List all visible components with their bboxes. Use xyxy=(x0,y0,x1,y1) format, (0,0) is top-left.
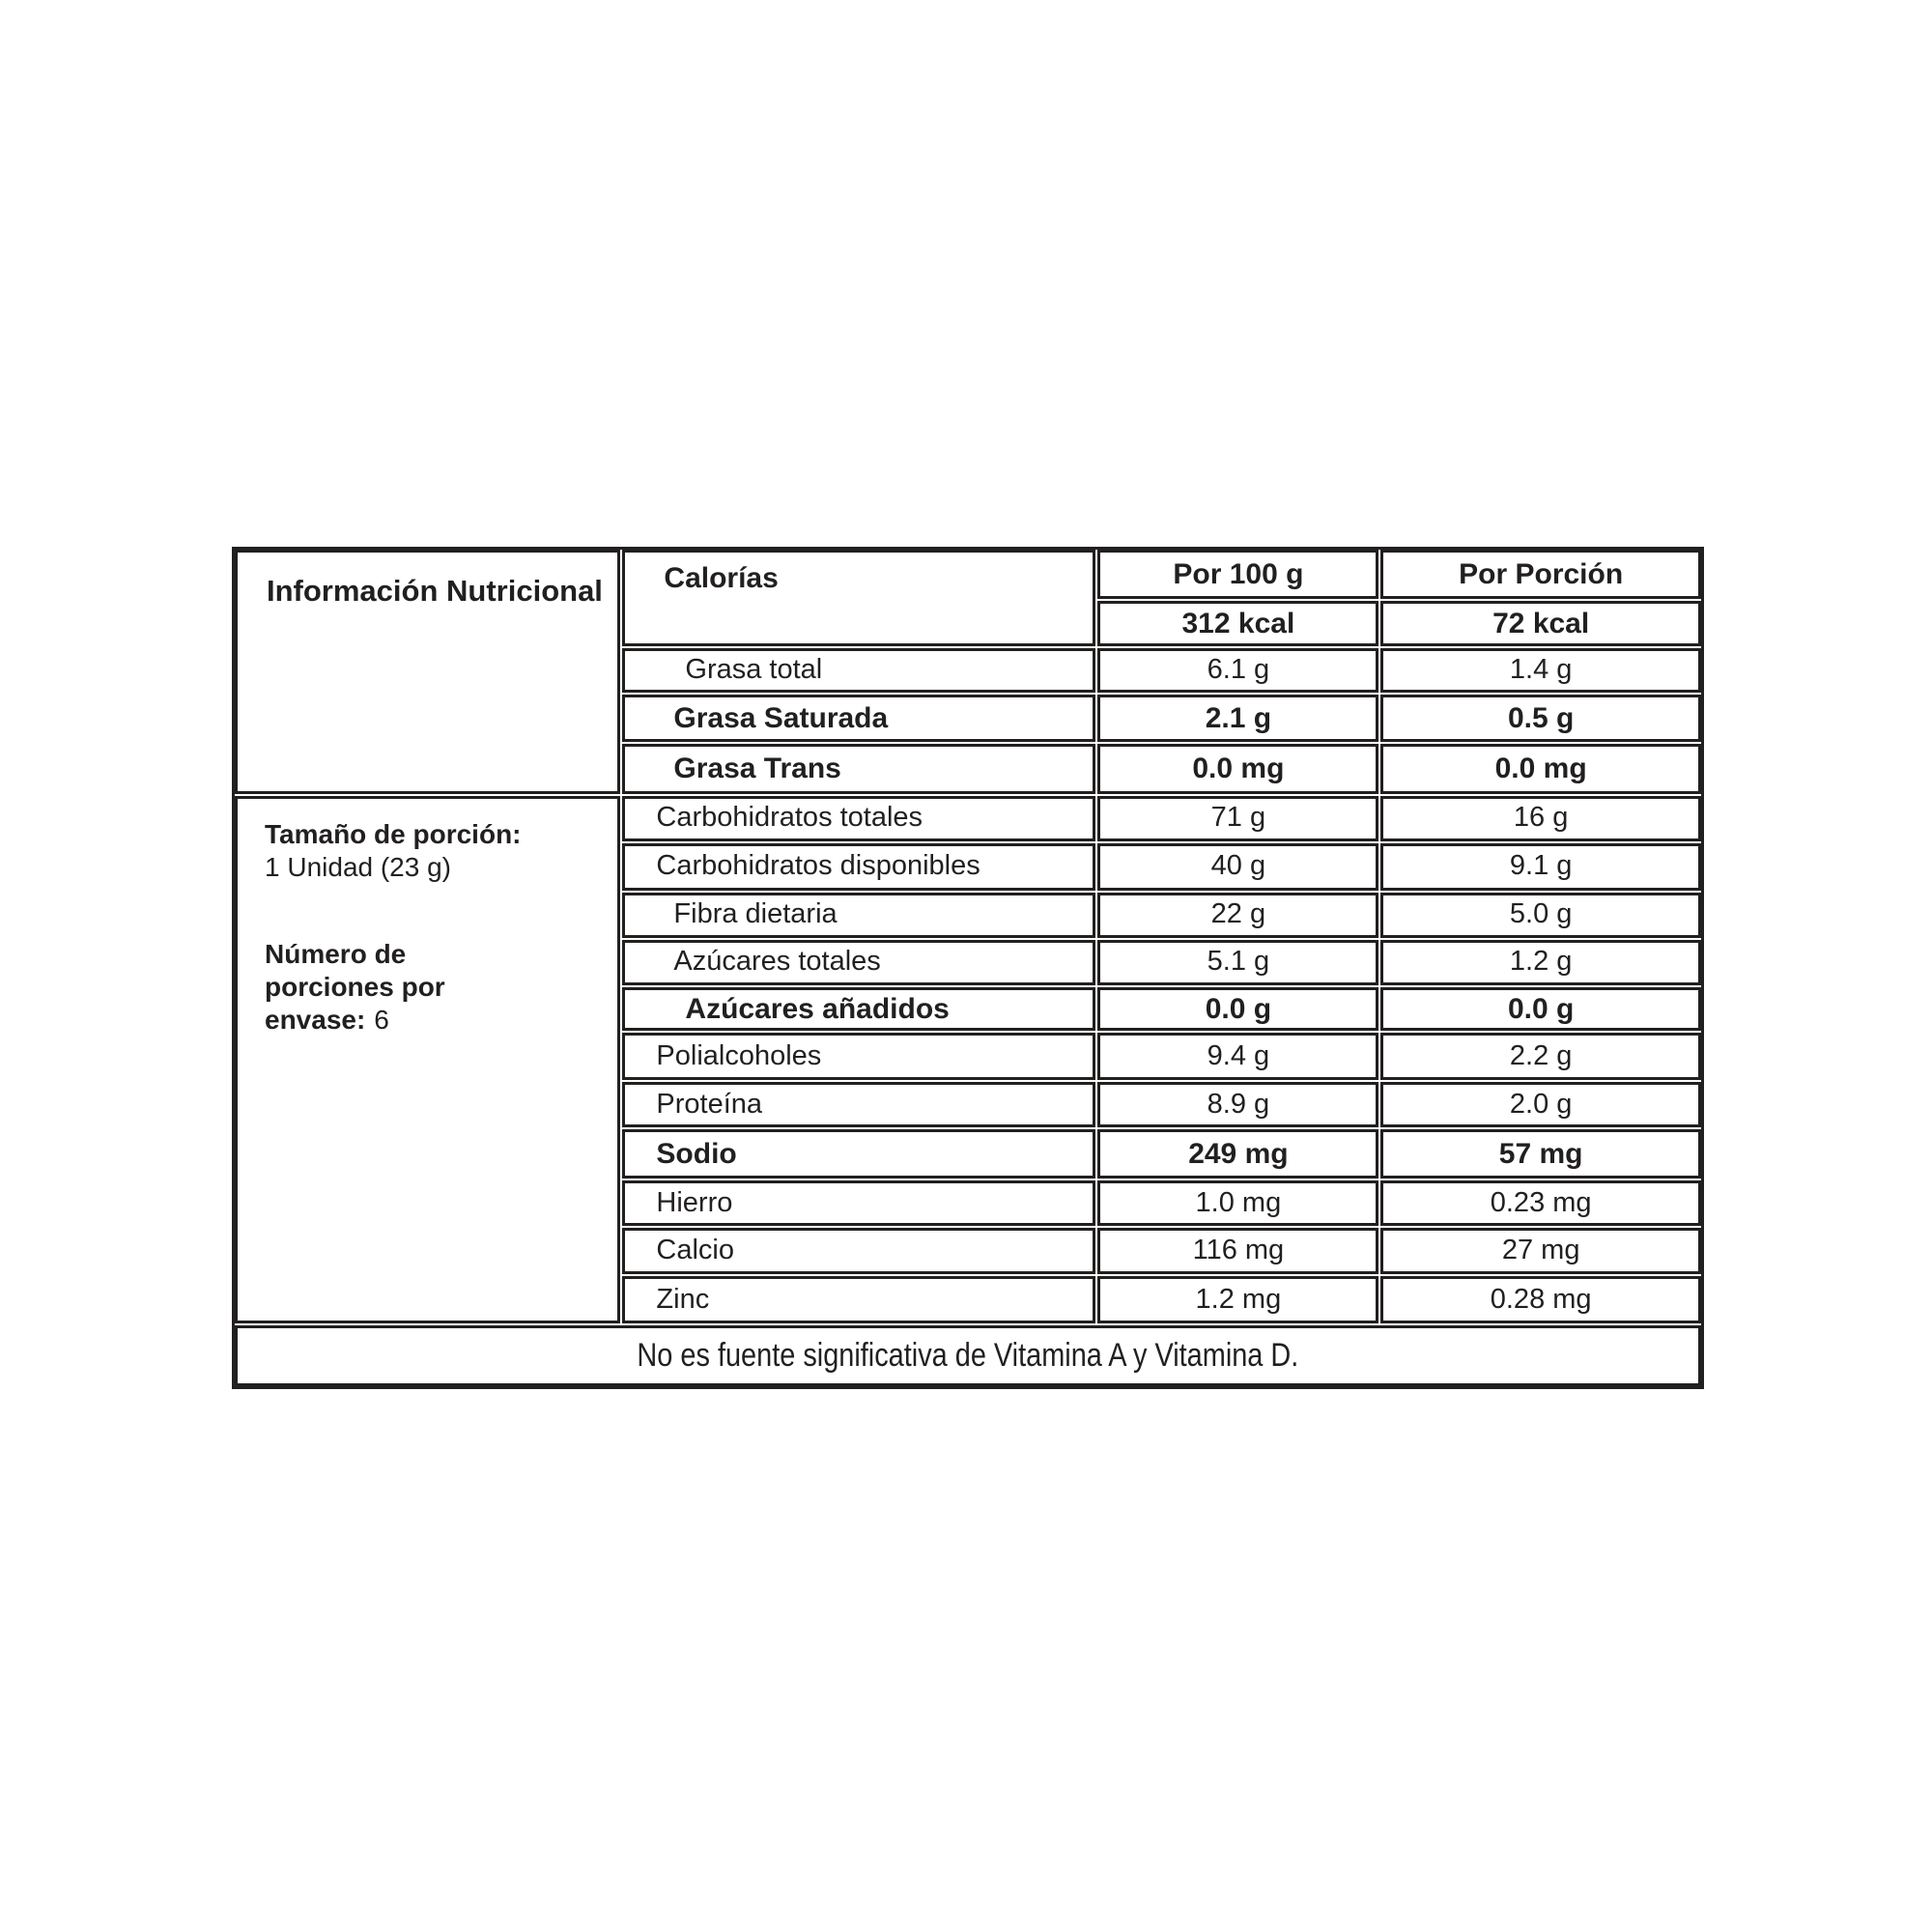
col-header-por-100g: Por 100 g xyxy=(1097,550,1378,599)
nutrient-label-grasa-saturada: Grasa Saturada xyxy=(622,695,1095,742)
nutrient-value-por-porcion: 2.0 g xyxy=(1380,1082,1701,1127)
nutrient-label-calcio: Calcio xyxy=(622,1228,1095,1274)
nutrient-value-por-porcion: 0.5 g xyxy=(1380,695,1701,742)
nutrient-value-por-porcion: 1.2 g xyxy=(1380,940,1701,985)
nutrient-label-grasa-trans: Grasa Trans xyxy=(622,744,1095,793)
col-header-por-porcion: Por Porción xyxy=(1380,550,1701,599)
nutrient-label-sodio: Sodio xyxy=(622,1129,1095,1179)
footnote-text: No es fuente significativa de Vitamina A y Vitamina D. xyxy=(637,1336,1299,1374)
nutrient-value-por-porcion: 5.0 g xyxy=(1380,893,1701,938)
nutrient-value-por-porcion: 0.0 g xyxy=(1380,987,1701,1031)
nutrient-label-polialcoholes: Polialcoholes xyxy=(622,1033,1095,1080)
calories-por-porcion-value: 72 kcal xyxy=(1380,601,1701,646)
nutrient-label-carbohidratos-totales: Carbohidratos totales xyxy=(622,796,1095,841)
nutrient-value-per-100g: 2.1 g xyxy=(1097,695,1378,742)
nutrient-value-per-100g: 22 g xyxy=(1097,893,1378,938)
nutrition-facts-table xyxy=(232,547,1704,1389)
nutrient-value-per-100g: 0.0 mg xyxy=(1097,744,1378,793)
nutrient-value-per-100g: 116 mg xyxy=(1097,1228,1378,1274)
nutrient-value-per-100g: 9.4 g xyxy=(1097,1033,1378,1080)
nutrient-label-carbohidratos-disponibles: Carbohidratos disponibles xyxy=(622,843,1095,891)
nutrient-value-per-100g: 6.1 g xyxy=(1097,648,1378,693)
nutrient-value-per-100g: 0.0 g xyxy=(1097,987,1378,1031)
nutrient-value-por-porcion: 0.23 mg xyxy=(1380,1180,1701,1226)
nutrient-label-proteina: Proteína xyxy=(622,1082,1095,1127)
nutrition-grid xyxy=(235,550,1701,1386)
serving-info xyxy=(235,796,620,1323)
nutrient-value-per-100g: 1.0 mg xyxy=(1097,1180,1378,1226)
nutrient-value-por-porcion: 1.4 g xyxy=(1380,648,1701,693)
nutrient-label-azucares-anadidos: Azúcares añadidos xyxy=(622,987,1095,1031)
nutrient-value-por-porcion: 0.0 mg xyxy=(1380,744,1701,793)
nutrient-value-por-porcion: 2.2 g xyxy=(1380,1033,1701,1080)
nutrient-value-por-porcion: 0.28 mg xyxy=(1380,1276,1701,1322)
nutrient-value-per-100g: 40 g xyxy=(1097,843,1378,891)
nutrient-label-azucares-totales: Azúcares totales xyxy=(622,940,1095,985)
servings-per-container-value: 6 xyxy=(374,1004,389,1035)
nutrient-value-per-100g: 1.2 mg xyxy=(1097,1276,1378,1322)
serving-size-value: 1 Unidad (23 g) xyxy=(265,851,452,882)
footnote xyxy=(235,1325,1701,1386)
calories-header: Calorías xyxy=(622,550,1095,646)
nutrient-value-por-porcion: 27 mg xyxy=(1380,1228,1701,1274)
serving-size-label: Tamaño de porción: xyxy=(265,818,522,849)
nutrient-label-hierro: Hierro xyxy=(622,1180,1095,1226)
nutrient-label-zinc: Zinc xyxy=(622,1276,1095,1322)
nutrient-value-por-porcion: 57 mg xyxy=(1380,1129,1701,1179)
nutrient-value-per-100g: 249 mg xyxy=(1097,1129,1378,1179)
table-title: Información Nutricional xyxy=(235,550,620,794)
nutrient-label-grasa-total: Grasa total xyxy=(622,648,1095,693)
calories-por-100g-value: 312 kcal xyxy=(1097,601,1378,646)
nutrient-value-per-100g: 8.9 g xyxy=(1097,1082,1378,1127)
servings-per-container-label: Número de porciones por envase: xyxy=(265,938,445,1035)
nutrient-value-per-100g: 71 g xyxy=(1097,796,1378,841)
nutrient-value-por-porcion: 16 g xyxy=(1380,796,1701,841)
nutrient-value-por-porcion: 9.1 g xyxy=(1380,843,1701,891)
nutrient-label-fibra-dietaria: Fibra dietaria xyxy=(622,893,1095,938)
nutrient-value-per-100g: 5.1 g xyxy=(1097,940,1378,985)
